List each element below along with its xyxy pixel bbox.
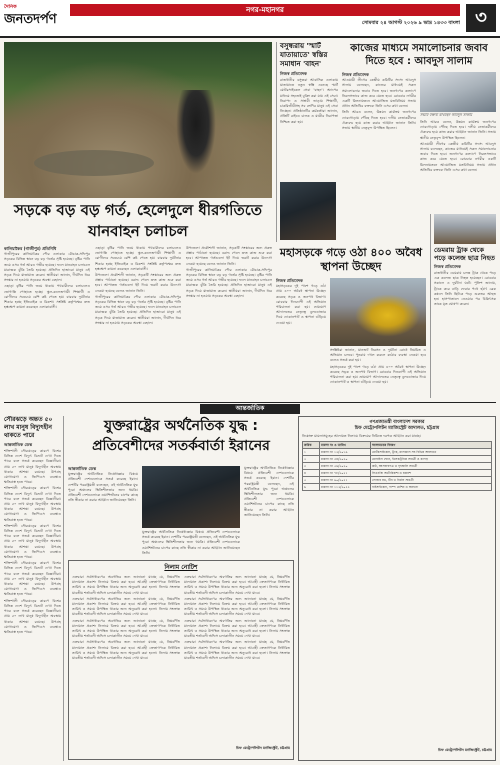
demolish-col-2	[330, 348, 426, 398]
bahon-byline: নিজস্ব প্রতিবেদক	[280, 71, 307, 76]
main-body-2: এছাড়া বৃষ্টির পানি জমে থাকায় পথচারীদের চলাচলেও ভোগান্তি পোহাতে হচ্ছে। স্কুল-কলেজগামী শিক্ষার্থী ও রোগীদের সবচেয়ে বেশি কষ্ট পেতে হয়। বারবার দুর্ঘটনার শিকার হচ্ছে ইজিবাইক ও রিকশা। সংশ্লিষ্ট কর্তৃপক্ষের দ্রুত হস্তক্ষেপ কামনা করেছেন এলাকাবাসী।	[95, 246, 181, 271]
bahon-photo	[280, 182, 336, 240]
main-story-col-2	[95, 246, 181, 398]
notice-title: নিলাম নোটিশ	[164, 564, 198, 571]
iran-headline: যুক্তরাষ্ট্রের অর্থনৈতিক যুদ্ধ : প্রতিবেশীদের সতর্কবার্তা ইরানের	[92, 418, 270, 454]
salam-body-2b: আওয়ামী লীগের কেন্দ্রীয় কমিটির সদস্য আবদুস সালাম বলেছেন, কাজের মাধ্যমেই সকল সমালোচনার জবাব দিতে হবে। জনগণের কল্যাণে নিরলসভাবে কাজ করে যেতে হবে। রোববার নগরীর একটি মিলনায়তনে আয়োজিত মতবিনিময় সভায় প্রধান অতিথির বক্তব্যে তিনি এসব কথা বলেন।	[420, 141, 496, 172]
salam-photo	[420, 72, 496, 112]
table-row: ৬ মামলা নং ১১২/২০২২ বাইসাইকেল, পাম্প মেশিন ও অন্যান্য	[303, 484, 492, 491]
salam-body-1b: তিনি আরও বলেন, উন্নয়ন কার্যক্রম জনগণের দোরগোড়ায় পৌঁছে দিতে হবে। দলীয় নেতাকর্মীদের ঐক্যবদ্ধ হয়ে কাজ করার আহ্বান জানান তিনি। সভায় স্থানীয় নেতৃবৃন্দ উপস্থিত ছিলেন।	[342, 110, 416, 131]
newspaper-logo	[4, 4, 66, 32]
truck-story	[430, 214, 496, 398]
table-row: ২ মামলা নং ৩৪/২০২০ মোবাইল ফোন, ইলেকট্রনিক সামগ্রী ও কাপড়	[303, 456, 492, 463]
salam-body-2: তিনি আরও বলেন, উন্নয়ন কার্যক্রম জনগণের দোরগোড়ায় পৌঁছে দিতে হবে। দলীয় নেতাকর্মীদের ঐক্যবদ্ধ হয়ে কাজ করার আহ্বান জানান তিনি। সভায় স্থানীয় নেতৃবৃন্দ উপস্থিত ছিলেন।	[420, 120, 496, 140]
iran-col-1	[68, 466, 138, 558]
demolish-body-1: মহাসড়কের দুই পাশে গড়ে ওঠা প্রায় ৪০০ অবৈধ স্থাপনা উচ্ছেদ করেছে সড়ক ও জনপথ বিভাগ। রোববার দিনব্যাপী এই অভিযান পরিচালনা করা হয়। ভ্রাম্যমাণ আদালতের নেতৃত্বে বুলডোজার দিয়ে দোকানপাট ও স্থাপনা গুঁড়িয়ে দেওয়া হয়।	[276, 284, 326, 325]
main-body-3b: গাজীপুরের কালিয়াকৈর পৌর এলাকার মৌচাক-সফিপুর সড়কের বিভিন্ন স্থানে বড় বড় গর্তের সৃষ্টি হয়েছে। বৃষ্টির পানি জমে এসব গর্ত আরও গভীর হয়েছে। ফলে যানবাহন চলাচলে মারাত্মক ঝুঁকি তৈরি হয়েছে। প্রতিদিন হাজারো মানুষ এই সড়ক দিয়ে যাতায়াত করেন। স্থানীয়রা জানান, দীর্ঘদিন ধরে সংস্কার না হওয়ায় সড়কের অবস্থা বেহাল।	[186, 267, 272, 298]
auction-notice	[68, 560, 294, 760]
main-story-col-1	[4, 246, 90, 398]
section-title: নগর-মহানগর	[246, 6, 284, 14]
solar-headline: সৌরঝড়ে অন্তত ৫০ লাখ মানুষ বিদ্যুৎহীন থাকতে পারে	[4, 416, 53, 439]
iran-body-1: যুক্তরাষ্ট্রের অর্থনৈতিক নিষেধাজ্ঞার বিষয়ে প্রতিবেশী দেশগুলোকে সতর্ক করেছে ইরান। দেশটির পররাষ্ট্রমন্ত্রী বলেছেন, এই অর্থনৈতিক যুদ্ধ পুরো অঞ্চলের স্থিতিশীলতার জন্য হুমকি। প্রতিবেশী দেশগুলোকে ওয়াশিংটনের চাপের কাছে নতি স্বীকার না করার আহ্বান জানিয়েছেন তিনি।	[68, 472, 138, 503]
tender-col-no: ক্রমিক	[303, 442, 320, 449]
tender-table-header	[303, 442, 492, 449]
section-banner	[70, 4, 460, 16]
bahon-body: রাজধানীর বসুন্ধরা আবাসিক এলাকায় যাতায়াতে নতুন স্বস্তি এনেছে স্মার্ট মোটরসাইকেল সেবা 'বাহন'। অ্যাপের মাধ্যমে সহজেই বুকিং করা যায় এই সেবা। নিরাপদ ও সাশ্রয়ী ভাড়ায় শিক্ষার্থী, চাকরিজীবীসহ সব শ্রেণির মানুষ এই সেবা নিচ্ছেন। প্রতিষ্ঠানটির কর্মকর্তারা জানান, প্রতিটি রাইডে চালক ও যাত্রীর নিরাপত্তা নিশ্চিত করা হয়।	[280, 78, 338, 124]
salam-body-1: আওয়ামী লীগের কেন্দ্রীয় কমিটির সদস্য আবদুস সালাম বলেছেন, কাজের মাধ্যমেই সকল সমালোচনার জবাব দিতে হবে। জনগণের কল্যাণে নিরলসভাবে কাজ করে যেতে হবে। রোববার নগরীর একটি মিলনায়তনে আয়োজিত মতবিনিময় সভায় প্রধান অতিথির বক্তব্যে তিনি এসব কথা বলেন।	[342, 78, 416, 109]
iran-photo	[142, 466, 240, 528]
road-photo	[4, 42, 272, 198]
iran-col-3	[244, 466, 294, 558]
demolish-col-1	[276, 278, 326, 398]
excavator-photo	[330, 278, 426, 346]
main-story	[4, 246, 272, 398]
salam-headline: কাজের মাধ্যমে সমালোচনার জবাব দিতে হবে : আবদুস সালাম	[350, 43, 488, 67]
main-headline: সড়কে বড় বড় গর্ত, হেলেদুলে ধীরগতিতে যানবাহন চলাচল	[13, 201, 262, 240]
demolish-body-2b: মহাসড়কের দুই পাশে গড়ে ওঠা প্রায় ৪০০ অবৈধ স্থাপনা উচ্ছেদ করেছে সড়ক ও জনপথ বিভাগ। রোববার দিনব্যাপী এই অভিযান পরিচালনা করা হয়। ভ্রাম্যমাণ আদালতের নেতৃত্বে বুলডোজার দিয়ে দোকানপাট ও স্থাপনা গুঁড়িয়ে দেওয়া হয়।	[330, 364, 426, 385]
bahon-headline: বসুন্ধরায় 'স্মার্ট যাতায়াতে' স্বস্তির সমাধান 'বাহন'	[280, 42, 328, 68]
solar-story	[4, 416, 64, 761]
table-row: ১ মামলা নং ১২/২০১৯ মোটরসাইকেল, ট্রাক, মালামাল সহ বিভিন্ন আলামত	[303, 449, 492, 456]
salam-byline: নিজস্ব প্রতিবেদক	[342, 72, 369, 77]
iran-col-2	[142, 530, 240, 558]
salam-caption: সভায় বক্তব্য রাখছেন আবদুস সালাম	[420, 113, 473, 117]
tender-col-case: মামলা নং ও তারিখ	[320, 442, 371, 449]
truck-body: রাজধানীর ডেমরায় চলন্ত ট্রাক থেকে পড়ে এক কলেজ ছাত্র নিহত হয়েছেন। রোববার সকালে এ দুর্ঘটনা ঘটে। পুলিশ জানায়, ট্রাকে করে বাড়ি ফেরার পথে হঠাৎ ব্রেক কষলে তিনি ছিটকে পড়ে গুরুতর আহত হন। হাসপাতালে নেওয়ার পর চিকিৎসক তাকে মৃত ঘোষণা করেন।	[434, 271, 496, 307]
logo-small-text: দৈনিক	[4, 4, 17, 10]
main-body-1b: এছাড়া বৃষ্টির পানি জমে থাকায় পথচারীদের চলাচলেও ভোগান্তি পোহাতে হচ্ছে। স্কুল-কলেজগামী শিক্ষার্থী ও রোগীদের সবচেয়ে বেশি কষ্ট পেতে হয়। বারবার দুর্ঘটনার শিকার হচ্ছে ইজিবাইক ও রিকশা। সংশ্লিষ্ট কর্তৃপক্ষের দ্রুত হস্তক্ষেপ কামনা করেছেন এলাকাবাসী।	[4, 284, 90, 310]
main-body-3: উপজেলা প্রকৌশলী জানান, সড়কটি সংস্কারের জন্য প্রকল্প প্রস্তাব পাঠানো হয়েছে। বরাদ্দ পেলে দ্রুত কাজ শুরু করা হবে। আপাতত গর্তগুলো ইট দিয়ে ভরাট করার উদ্যোগ নেওয়া হয়েছে বলেও জানান তিনি।	[186, 246, 272, 266]
truck-byline: নিজস্ব প্রতিবেদক	[434, 264, 461, 269]
tender-intro: নিম্নোক্ত মামলাসমূহের আলামত নিলামে বিক্রয়ের নিমিত্তে দরপত্র আহ্বান করা যাচ্ছে।	[302, 434, 422, 438]
masthead	[0, 0, 500, 38]
main-body-2b: উপজেলা প্রকৌশলী জানান, সড়কটি সংস্কারের জন্য প্রকল্প প্রস্তাব পাঠানো হয়েছে। বরাদ্দ পেলে দ্রুত কাজ শুরু করা হবে। আপাতত গর্তগুলো ইট দিয়ে ভরাট করার উদ্যোগ নেওয়া হয়েছে বলেও জানান তিনি।	[95, 273, 181, 293]
tender-col-desc: আলামতের বিবরণ	[371, 442, 492, 449]
notice-signature: চিফ মেট্রোপলিটন ম্যাজিস্ট্রেট, চট্টগ্রাম	[236, 746, 290, 750]
table-row: ৫ মামলা নং ৯০/২০২১ লোহার রড, টিন ও নির্মাণ সামগ্রী	[303, 477, 492, 484]
main-body-2c: গাজীপুরের কালিয়াকৈর পৌর এলাকার মৌচাক-সফিপুর সড়কের বিভিন্ন স্থানে বড় বড় গর্তের সৃষ্টি হয়েছে। বৃষ্টির পানি জমে এসব গর্ত আরও গভীর হয়েছে। ফলে যানবাহন চলাচলে মারাত্মক ঝুঁকি তৈরি হয়েছে। প্রতিদিন হাজারো মানুষ এই সড়ক দিয়ে যাতায়াত করেন। স্থানীয়রা জানান, দীর্ঘদিন ধরে সংস্কার না হওয়ায় সড়কের অবস্থা বেহাল।	[95, 294, 181, 325]
truck-photo	[434, 214, 496, 244]
logo-main-text: জনতদর্পণ	[4, 12, 57, 27]
salam-col-2	[420, 120, 496, 212]
table-row: ৪ মামলা নং ৭৮/২০২১ সিএনজি অটোরিকশা ও যন্ত্রাংশ	[303, 470, 492, 477]
issue-date: সোমবার ২৪ আগস্ট ২০২৬ ৯ ভাদ্র ১৪৩৩ বাংলা	[361, 20, 460, 26]
solar-body: শক্তিশালী সৌরঝড়ের কারণে বিশ্বের বিভিন্ন দেশে বিদ্যুৎ বিভ্রাট দেখা দিতে পারে বলে সতর্ক করেছেন বিজ্ঞানীরা। প্রায় ৫০ লাখ মানুষ বিদ্যুৎহীন অবস্থায় থাকার আশঙ্কা রয়েছে। উপগ্রহ যোগাযোগ ও জিপিএস ব্যবস্থাও ক্ষতিগ্রস্ত হতে পারে। শক্তিশালী সৌরঝড়ের কারণে বিশ্বের বিভিন্ন দেশে বিদ্যুৎ বিভ্রাট দেখা দিতে পারে বলে সতর্ক করেছেন বিজ্ঞানীরা। প্রায় ৫০ লাখ মানুষ বিদ্যুৎহীন অবস্থায় থাকার আশঙ্কা রয়েছে। উপগ্রহ যোগাযোগ ও জিপিএস ব্যবস্থাও ক্ষতিগ্রস্ত হতে পারে। শক্তিশালী সৌরঝড়ের কারণে বিশ্বের বিভিন্ন দেশে বিদ্যুৎ বিভ্রাট দেখা দিতে পারে বলে সতর্ক করেছেন বিজ্ঞানীরা। প্রায় ৫০ লাখ মানুষ বিদ্যুৎহীন অবস্থায় থাকার আশঙ্কা রয়েছে। উপগ্রহ যোগাযোগ ও জিপিএস ব্যবস্থাও ক্ষতিগ্রস্ত হতে পারে। শক্তিশালী সৌরঝড়ের কারণে বিশ্বের বিভিন্ন দেশে বিদ্যুৎ বিভ্রাট দেখা দিতে পারে বলে সতর্ক করেছেন বিজ্ঞানীরা। প্রায় ৫০ লাখ মানুষ বিদ্যুৎহীন অবস্থায় থাকার আশঙ্কা রয়েছে। উপগ্রহ যোগাযোগ ও জিপিএস ব্যবস্থাও ক্ষতিগ্রস্ত হতে পারে। শক্তিশালী সৌরঝড়ের কারণে বিশ্বের বিভিন্ন দেশে বিদ্যুৎ বিভ্রাট দেখা দিতে পারে বলে সতর্ক করেছেন বিজ্ঞানীরা। প্রায় ৫০ লাখ মানুষ বিদ্যুৎহীন অবস্থায় থাকার আশঙ্কা রয়েছে। উপগ্রহ যোগাযোগ ও জিপিএস ব্যবস্থাও ক্ষতিগ্রস্ত হতে পারে।	[4, 449, 61, 634]
page-number: ৩	[466, 4, 496, 32]
salam-col-1	[342, 72, 416, 212]
main-story-col-3	[186, 246, 272, 398]
notice-col-1: এতদ্বারা সর্বসাধারণের অবগতির জন্য জানানো যাচ্ছে যে, নিম্নবর্ণিত মালামাল প্রকাশ্য নিলামে বিক্রয় করা হবে। আগ্রহী ক্রেতাগণকে নির্ধারিত তারিখ ও সময়ে উপস্থিত থাকার জন্য অনুরোধ করা হলো। নিলাম সংক্রান্ত যাবতীয় শর্তাবলী অফিস চলাকালীন সময়ে দেখা যাবে। এতদ্বারা সর্বসাধারণের অবগতির জন্য জানানো যাচ্ছে যে, নিম্নবর্ণিত মালামাল প্রকাশ্য নিলামে বিক্রয় করা হবে। আগ্রহী ক্রেতাগণকে নির্ধারিত তারিখ ও সময়ে উপস্থিত থাকার জন্য অনুরোধ করা হলো। নিলাম সংক্রান্ত যাবতীয় শর্তাবলী অফিস চলাকালীন সময়ে দেখা যাবে। এতদ্বারা সর্বসাধারণের অবগতির জন্য জানানো যাচ্ছে যে, নিম্নবর্ণিত মালামাল প্রকাশ্য নিলামে বিক্রয় করা হবে। আগ্রহী ক্রেতাগণকে নির্ধারিত তারিখ ও সময়ে উপস্থিত থাকার জন্য অনুরোধ করা হলো। নিলাম সংক্রান্ত যাবতীয় শর্তাবলী অফিস চলাকালীন সময়ে দেখা যাবে। এতদ্বারা সর্বসাধারণের অবগতির জন্য জানানো যাচ্ছে যে, নিম্নবর্ণিত মালামাল প্রকাশ্য নিলামে বিক্রয় করা হবে। আগ্রহী ক্রেতাগণকে নির্ধারিত তারিখ ও সময়ে উপস্থিত থাকার জন্য অনুরোধ করা হলো। নিলাম সংক্রান্ত যাবতীয় শর্তাবলী অফিস চলাকালীন সময়ে দেখা যাবে।	[72, 575, 180, 661]
main-body-1: গাজীপুরের কালিয়াকৈর পৌর এলাকার মৌচাক-সফিপুর সড়কের বিভিন্ন স্থানে বড় বড় গর্তের সৃষ্টি হয়েছে। বৃষ্টির পানি জমে এসব গর্ত আরও গভীর হয়েছে। ফলে যানবাহন চলাচলে মারাত্মক ঝুঁকি তৈরি হয়েছে। প্রতিদিন হাজারো মানুষ এই সড়ক দিয়ে যাতায়াত করেন। স্থানীয়রা জানান, দীর্ঘদিন ধরে সংস্কার না হওয়ায় সড়কের অবস্থা বেহাল।	[4, 252, 90, 283]
pothole-puddle	[34, 150, 154, 176]
truck-headline: ডেমরায় ট্রাক থেকে পড়ে কলেজ ছাত্র নিহত	[434, 246, 495, 262]
iran-byline: আন্তর্জাতিক ডেস্ক	[68, 466, 96, 471]
tender-header-1: গণপ্রজাতন্ত্রী বাংলাদেশ সরকার	[369, 420, 425, 425]
demolish-byline: নিজস্ব প্রতিবেদক	[276, 278, 303, 283]
section-divider	[4, 402, 496, 403]
demolish-story	[276, 246, 426, 398]
table-row: ৩ মামলা নং ৫৬/২০২০ কাঠ, আসবাবপত্র ও গৃহস্থালি সামগ্রী	[303, 463, 492, 470]
iran-body-3: যুক্তরাষ্ট্রের অর্থনৈতিক নিষেধাজ্ঞার বিষয়ে প্রতিবেশী দেশগুলোকে সতর্ক করেছে ইরান। দেশটির পররাষ্ট্রমন্ত্রী বলেছেন, এই অর্থনৈতিক যুদ্ধ পুরো অঞ্চলের স্থিতিশীলতার জন্য হুমকি। প্রতিবেশী দেশগুলোকে ওয়াশিংটনের চাপের কাছে নতি স্বীকার না করার আহ্বান জানিয়েছেন তিনি।	[244, 466, 294, 517]
demolish-headline: মহাসড়কে গড়ে ওঠা ৪০০ অবৈধ স্থাপনা উচ্ছেদ	[279, 246, 423, 273]
main-byline: কালিয়াকৈর (গাজীপুর) প্রতিনিধি	[4, 246, 57, 251]
salam-story	[342, 42, 496, 212]
demolish-body-2: সংশ্লিষ্টরা জানান, যানজট নিরসন ও দুর্ঘটনা রোধে নিয়মিত এ অভিযান চলবে। পুনরায় দখল করলে কঠোর ব্যবস্থা নেওয়া হবে বলেও সতর্ক করা হয়।	[330, 348, 426, 363]
intl-section-label: আন্তর্জাতিক	[200, 404, 300, 414]
iran-body-2: যুক্তরাষ্ট্রের অর্থনৈতিক নিষেধাজ্ঞার বিষয়ে প্রতিবেশী দেশগুলোকে সতর্ক করেছে ইরান। দেশটির পররাষ্ট্রমন্ত্রী বলেছেন, এই অর্থনৈতিক যুদ্ধ পুরো অঞ্চলের স্থিতিশীলতার জন্য হুমকি। প্রতিবেশী দেশগুলোকে ওয়াশিংটনের চাপের কাছে নতি স্বীকার না করার আহ্বান জানিয়েছেন তিনি।	[142, 530, 240, 555]
tender-notice	[298, 416, 496, 761]
notice-col-2: এতদ্বারা সর্বসাধারণের অবগতির জন্য জানানো যাচ্ছে যে, নিম্নবর্ণিত মালামাল প্রকাশ্য নিলামে বিক্রয় করা হবে। আগ্রহী ক্রেতাগণকে নির্ধারিত তারিখ ও সময়ে উপস্থিত থাকার জন্য অনুরোধ করা হলো। নিলাম সংক্রান্ত যাবতীয় শর্তাবলী অফিস চলাকালীন সময়ে দেখা যাবে। এতদ্বারা সর্বসাধারণের অবগতির জন্য জানানো যাচ্ছে যে, নিম্নবর্ণিত মালামাল প্রকাশ্য নিলামে বিক্রয় করা হবে। আগ্রহী ক্রেতাগণকে নির্ধারিত তারিখ ও সময়ে উপস্থিত থাকার জন্য অনুরোধ করা হলো। নিলাম সংক্রান্ত যাবতীয় শর্তাবলী অফিস চলাকালীন সময়ে দেখা যাবে। এতদ্বারা সর্বসাধারণের অবগতির জন্য জানানো যাচ্ছে যে, নিম্নবর্ণিত মালামাল প্রকাশ্য নিলামে বিক্রয় করা হবে। আগ্রহী ক্রেতাগণকে নির্ধারিত তারিখ ও সময়ে উপস্থিত থাকার জন্য অনুরোধ করা হলো। নিলাম সংক্রান্ত যাবতীয় শর্তাবলী অফিস চলাকালীন সময়ে দেখা যাবে। এতদ্বারা সর্বসাধারণের অবগতির জন্য জানানো যাচ্ছে যে, নিম্নবর্ণিত মালামাল প্রকাশ্য নিলামে বিক্রয় করা হবে। আগ্রহী ক্রেতাগণকে নির্ধারিত তারিখ ও সময়ে উপস্থিত থাকার জন্য অনুরোধ করা হলো। নিলাম সংক্রান্ত যাবতীয় শর্তাবলী অফিস চলাকালীন সময়ে দেখা যাবে।	[184, 575, 290, 661]
tender-table	[302, 441, 492, 491]
motorcycle-rider	[176, 90, 216, 174]
bahon-story	[276, 42, 338, 242]
tender-footer: চিফ মেট্রোপলিটন ম্যাজিস্ট্রেট, চট্টগ্রাম	[438, 748, 492, 752]
tender-header-2: চিফ মেট্রোপলিটন ম্যাজিস্ট্রেট আদালত, চট্টগ্রাম	[354, 426, 440, 431]
solar-byline: আন্তর্জাতিক ডেস্ক	[4, 442, 32, 447]
